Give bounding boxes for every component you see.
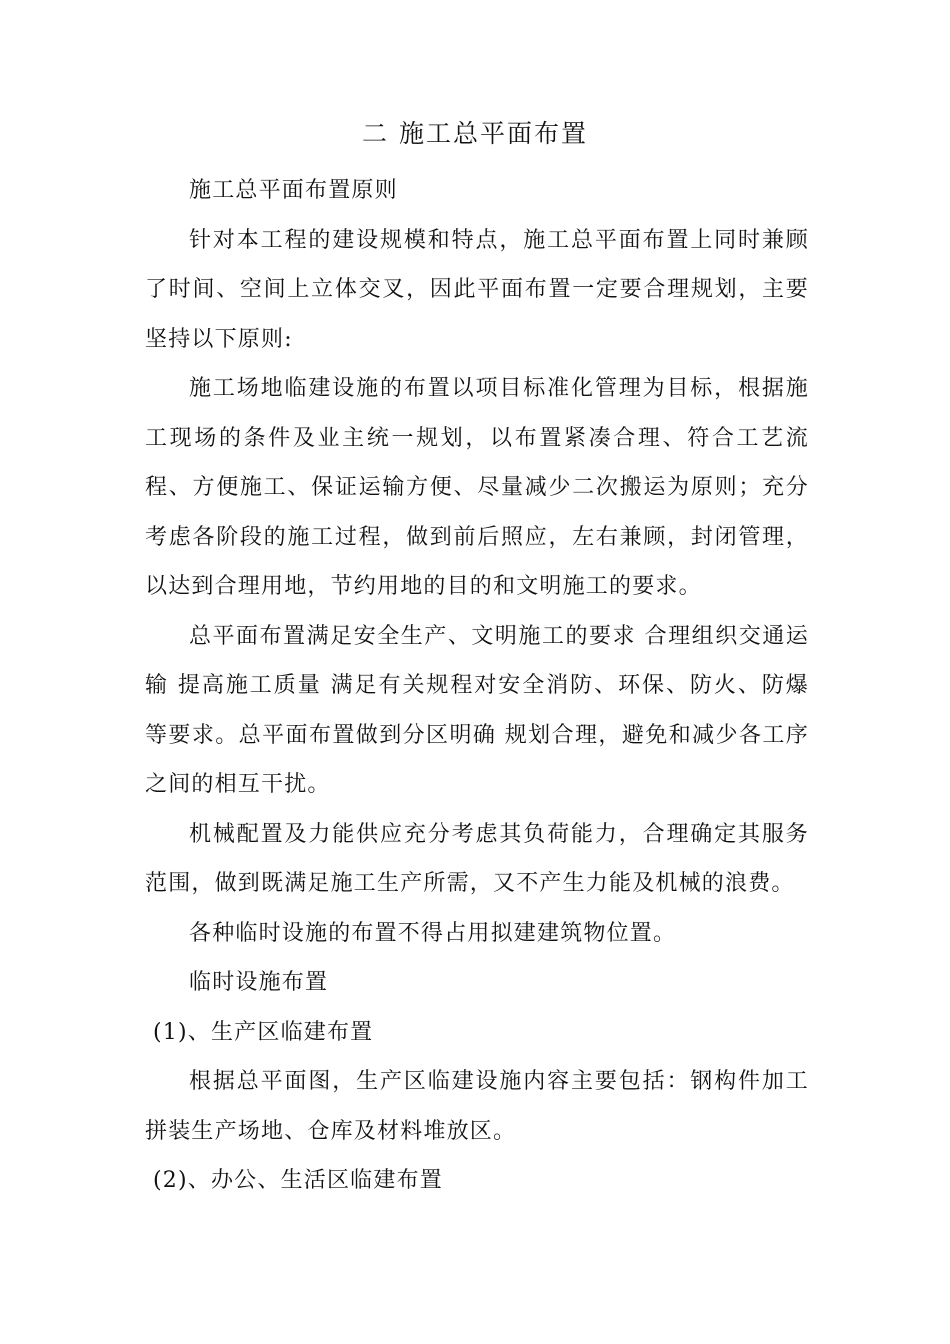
paragraph-machinery-configuration: 机械配置及力能供应充分考虑其负荷能力，合理确定其服务范围，做到既满足施工生产所需，又不产生力能及机械的浪费。 bbox=[145, 821, 809, 896]
paragraph-safety-requirements: 总平面布置满足安全生产、文明施工的要求 合理组织交通运输 提高施工质量 满足有关规程对安全消防、环保、防火、防爆等要求。总平面布置做到分区明确 规划合理，避免和减少各工序之间的相互干扰。 bbox=[145, 623, 809, 797]
section-heading-layout-principles: 施工总平面布置原则 bbox=[189, 178, 398, 203]
paragraph-production-area: 根据总平面图，生产区临建设施内容主要包括：钢构件加工拼装生产场地、仓库及材料堆放区。 bbox=[145, 1069, 809, 1144]
document-body bbox=[145, 166, 809, 1206]
paragraph-temporary-facilities-principle: 施工场地临建设施的布置以项目标准化管理为目标，根据施工现场的条件及业主统一规划，以布置紧凑合理、符合工艺流程、方便施工、保证运输方便、尽量减少二次搬运为原则；充分考虑各阶段的施工过程，做到前后照应，左右兼顾，封闭管理，以达到合理用地，节约用地的目的和文明施工的要求。 bbox=[145, 376, 809, 599]
paragraph-intro: 针对本工程的建设规模和特点，施工总平面布置上同时兼顾了时间、空间上立体交叉，因此平面布置一定要合理规划，主要坚持以下原则: bbox=[145, 227, 809, 352]
list-heading-office-living-area: (2)、办公、生活区临建布置 bbox=[153, 1168, 443, 1193]
document-title: 二 施工总平面布置 bbox=[362, 119, 588, 148]
paragraph-facility-placement: 各种临时设施的布置不得占用拟建建筑物位置。 bbox=[189, 920, 677, 946]
list-heading-production-area: (1)、生产区临建布置 bbox=[153, 1019, 374, 1045]
section-heading-temporary-facilities: 临时设施布置 bbox=[189, 970, 329, 995]
